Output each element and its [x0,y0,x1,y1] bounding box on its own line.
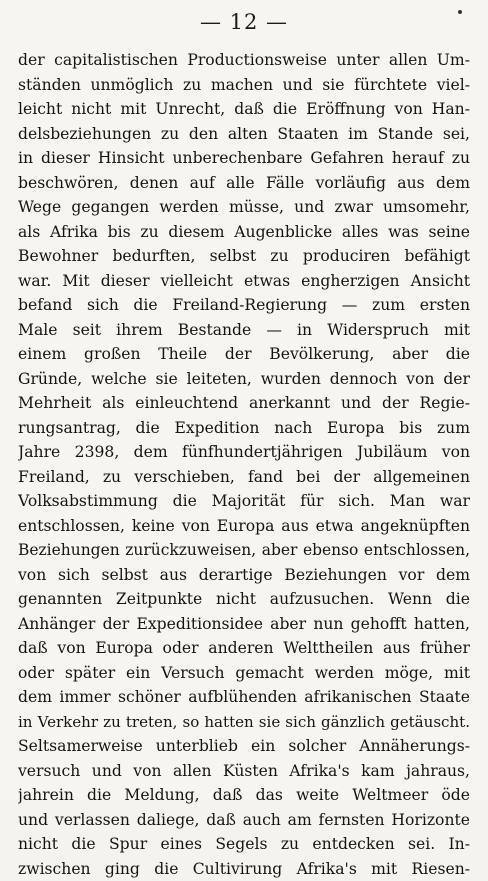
text-line: Bewohner bedurften, selbst zu produciren befähigt [18,244,470,269]
text-line: in Verkehr zu treten, so hatten sie sich gänzlich getäuscht. [18,710,470,735]
text-line: und verlassen daliege, daß auch am fernsten Horizonte [18,808,470,833]
text-line: beschwören, denen auf alle Fälle vorläufig aus dem [18,171,470,196]
text-line: nicht die Spur eines Segels zu entdecken sei. In- [18,832,470,857]
text-line: versuch und von allen Küsten Afrika's kam jahraus, [18,759,470,784]
body-text [18,48,470,881]
text-line: ständen unmöglich zu machen und sie fürchtete viel- [18,73,470,98]
text-line: als Afrika bis zu diesem Augenblicke alles was seine [18,220,470,245]
text-line: Volksabstimmung die Majorität für sich. Man war [18,489,470,514]
text-line: Beziehungen zurückzuweisen, aber ebenso entschlossen, [18,538,470,563]
text-line: einem großen Theile der Bevölkerung, aber die [18,342,470,367]
text-line: rungsantrag, die Expedition nach Europa bis zum [18,416,470,441]
text-line: jahrein die Meldung, daß das weite Weltmeer öde [18,783,470,808]
text-line: Seltsamerweise unterblieb ein solcher Annäherungs- [18,734,470,759]
ink-speck [458,10,462,14]
text-line: in dieser Hinsicht unberechenbare Gefahren herauf zu [18,146,470,171]
text-line: war. Mit dieser vielleicht etwas engherzigen Ansicht [18,269,470,294]
text-line: entschlossen, keine von Europa aus etwa angeknüpften [18,514,470,539]
text-line: daß von Europa oder anderen Welttheilen aus früher [18,636,470,661]
text-line: delsbeziehungen zu den alten Staaten im Stande sei, [18,122,470,147]
text-line: zwischen ging die Cultivirung Afrika's mit Riesen- [18,857,470,881]
text-line: Male seit ihrem Bestande — in Widerspruch mit [18,318,470,343]
text-line: Freiland, zu verschieben, fand bei der allgemeinen [18,465,470,490]
text-line: dem immer schöner aufblühenden afrikanischen Staate [18,685,470,710]
text-line: der capitalistischen Productionsweise unter allen Um- [18,48,470,73]
text-line: Anhänger der Expeditionsidee aber nun gehofft hatten, [18,612,470,637]
text-line: befand sich die Freiland-Regierung — zum ersten [18,293,470,318]
text-line: genannten Zeitpunkte nicht aufzusuchen. Wenn die [18,587,470,612]
text-line: leicht nicht mit Unrecht, daß die Eröffnung von Han- [18,97,470,122]
text-line: Mehrheit als einleuchtend anerkannt und der Regie- [18,391,470,416]
page-number: — 12 — [0,10,488,34]
text-line: Jahre 2398, dem fünfhundertjährigen Jubiläum von [18,440,470,465]
text-line: Wege gegangen werden müsse, und zwar umsomehr, [18,195,470,220]
text-line: von sich selbst aus derartige Beziehungen vor dem [18,563,470,588]
text-line: Gründe, welche sie leiteten, wurden dennoch von der [18,367,470,392]
text-line: oder später ein Versuch gemacht werden möge, mit [18,661,470,686]
